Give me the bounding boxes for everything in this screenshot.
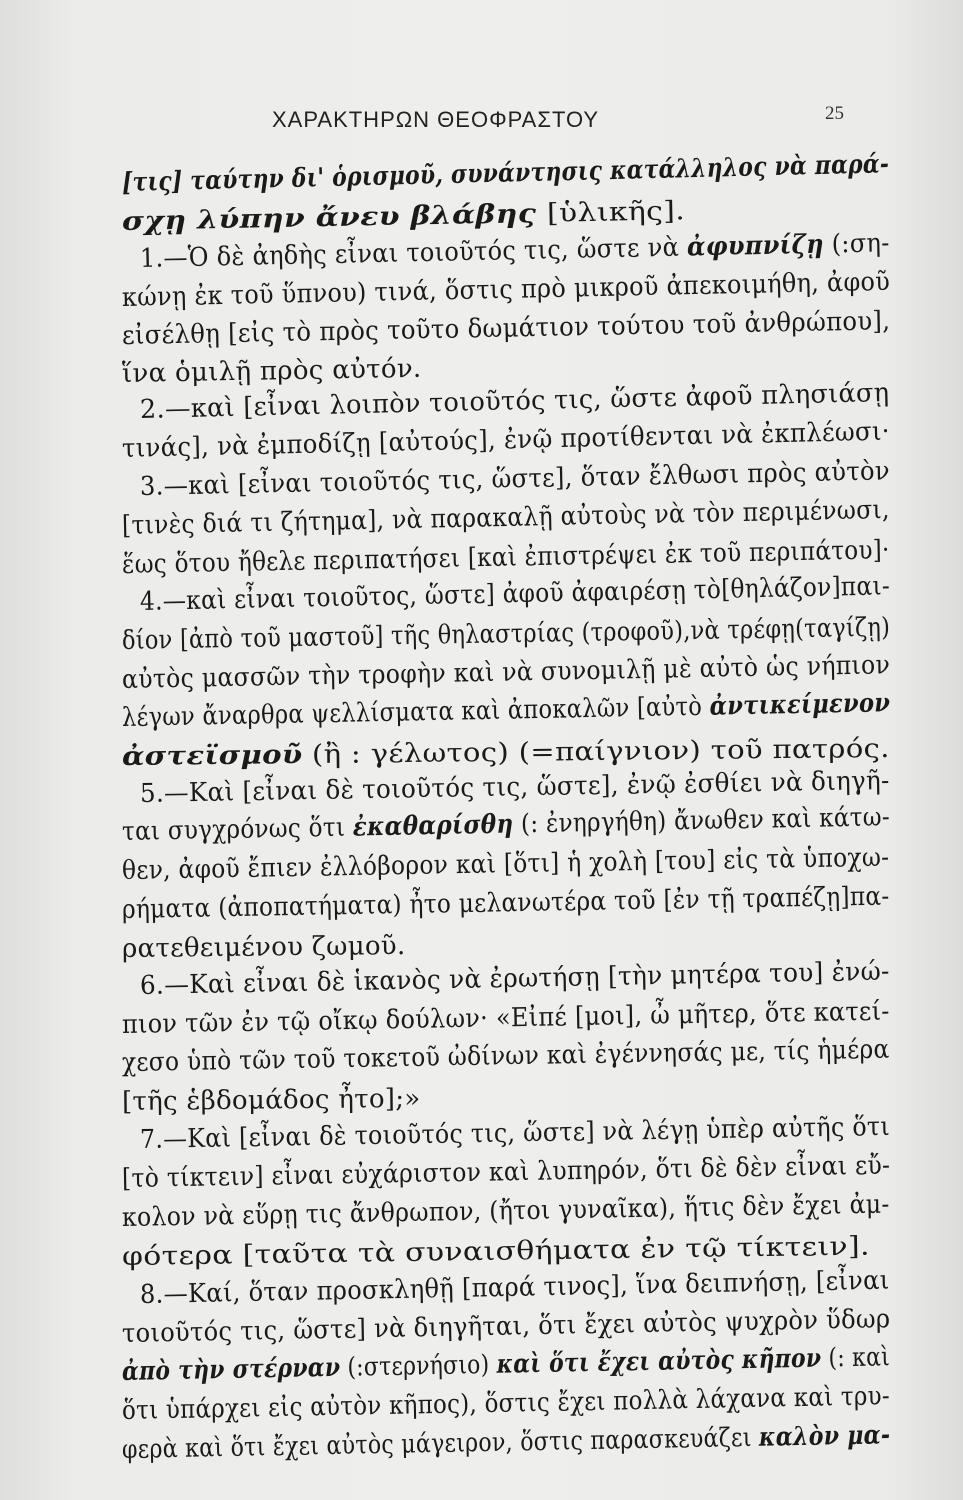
text-line: 3.—καὶ [εἶναι τοιοῦτός τις, ὥστε], ὅταν ἔλθωσι πρὸς αὐτὸν: [139, 456, 891, 502]
text-line: δίον [ἀπὸ τοῦ μαστοῦ] τῆς θηλαστρίας (τροφοῦ),νὰ τρέφῃ(ταγίζῃ): [121, 612, 891, 656]
text-line: θεν, ἀφοῦ ἔπιεν ἐλλόβορον καὶ [ὅτι] ἡ χολὴ [του] εἰς τὰ ὑποχω-: [121, 842, 890, 886]
text-line: τοιοῦτός τις, ὥστε] νὰ διηγῆται, ὅτι ἔχει αὐτὸς ψυχρὸν ὕδωρ: [121, 1304, 891, 1349]
text-line: αὐτὸς μασσῶν τὴν τροφὴν καὶ νὰ συνομιλῇ μὲ αὐτὸ ὡς νήπιον: [121, 650, 891, 695]
text-line: 5.—Καὶ [εἶναι δὲ τοιοῦτός τις, ὥστε], ἐνῷ ἐσθίει νὰ διηγῆ-: [139, 765, 890, 809]
text-line: φερὰ καὶ ὅτι ἔχει αὐτὸς μάγειρον, ὅστις παρασκευάζει καλὸν μα-: [121, 1420, 891, 1465]
text-line: φότερα [ταῦτα τὰ συναισθήματα ἐν τῷ τίκτειν].: [121, 1231, 871, 1272]
text-line: ται συγχρόνως ὅτι ἐκαθαρίσθη (: ἐνηργήθη) ἄνωθεν καὶ κάτω-: [121, 802, 891, 847]
running-title: ΧΑΡΑΚΤΗΡΩΝ ΘΕΟΦΡΑΣΤΟΥ: [272, 107, 600, 132]
text-line: ρήματα (ἀποπατήματα) ἦτο μελανωτέρα τοῦ [ἐν τῇ τραπέζῃ]πα-: [121, 881, 890, 925]
text-line: ἀπὸ τὴν στέρναν (:στερνήσιο) καὶ ὅτι ἔχει αὐτὸς κῆπον (: καὶ: [121, 1342, 891, 1387]
text-line: ἵνα ὁμιλῇ πρὸς αὐτόν.: [121, 353, 422, 389]
text-line: ἀστεϊσμοῦ (ἢ : γέλωτος) (=παίγνιον) τοῦ πατρός.: [121, 733, 890, 772]
text-line: κολον νὰ εὕρῃ τις ἄνθρωπον, (ἤτοι γυναῖκα), ἥτις δὲν ἔχει ἀμ-: [121, 1189, 890, 1233]
page-number: 25: [825, 103, 844, 124]
text-line: 2.—καὶ [εἶναι λοιπὸν τοιοῦτός τις, ὥστε ἀφοῦ πλησιάσῃ: [139, 377, 890, 425]
text-line: πιον τῶν ἐν τῷ οἴκῳ δούλων· «Εἰπέ [μοι], ὦ μῆτερ, ὅτε κατεί-: [121, 996, 890, 1040]
text-line: 6.—Καὶ εἶναι δὲ ἱκανὸς νὰ ἐρωτήσῃ [τὴν μητέρα του] ἐνώ-: [139, 956, 890, 1001]
text-line: ρατεθειμένου ζωμοῦ.: [121, 931, 406, 964]
text-line: σχῃ λύπην ἄνευ βλάβης [ὑλικῆς].: [121, 196, 686, 237]
text-line: [τινὲς διά τι ζήτημα], νὰ παρακαλῇ αὐτοὺς νὰ τὸν περιμένωσι,: [121, 494, 890, 541]
text-line: τινάς], νὰ ἐμποδίζῃ [αὐτούς], ἐνῷ προτίθενται νὰ ἐκπλέωσι·: [121, 416, 891, 464]
text-line: χεσο ὑπὸ τῶν τοῦ τοκετοῦ ὠδίνων καὶ ἐγέννησάς με, τίς ἡμέρα: [121, 1034, 890, 1078]
text-line: κώνῃ ἐκ τοῦ ὕπνου) τινά, ὅστις πρὸ μικροῦ ἀπεκοιμήθη, ἀφοῦ: [121, 266, 891, 313]
text-line: [τὸ τίκτειν] εἶναι εὐχάριστον καὶ λυπηρόν, ὅτι δὲ δὲν εἶναι εὔ-: [121, 1150, 891, 1194]
text-line: 8.—Καί, ὅταν προσκληθῇ [παρά τινος], ἵνα δειπνήσῃ, [εἶναι: [139, 1265, 890, 1310]
text-line: 7.—Καὶ [εἶναι δὲ τοιοῦτός τις, ὥστε] νὰ λέγῃ ὑπὲρ αὐτῆς ὅτι: [139, 1111, 891, 1155]
text-line: 4.—καὶ εἶναι τοιοῦτος, ὥστε] ἀφοῦ ἀφαιρέσῃ τὸ[θηλάζον]παι-: [139, 571, 891, 617]
text-line: λέγων ἄναρθρα ψελλίσματα καὶ ἀποκαλῶν [αὐτὸ ἀντικείμενον: [121, 688, 891, 733]
text-line: [τῆς ἑβδομάδος ἦτο];»: [121, 1083, 421, 1117]
text-line: 1.—Ὁ δὲ ἀηδὴς εἶναι τοιοῦτός τις, ὥστε νὰ ἀφυπνίζῃ (:ση-: [139, 228, 890, 274]
text-line: ὅτι ὑπάρχει εἰς αὐτὸν κῆπος), ὅστις ἔχει πολλὰ λάχανα καὶ τρυ-: [121, 1381, 891, 1426]
text-line: [τις] ταύτην δι' ὁρισμοῦ, συνάντησις κατάλληλος νὰ παρά-: [121, 149, 890, 198]
text-line: εἰσέλθῃ [εἰς τὸ πρὸς τοῦτο δωμάτιον τούτου τοῦ ἀνθρώπου],: [121, 306, 891, 351]
text-line: ἕως ὅτου ἤθελε περιπατήσει [καὶ ἐπιστρέψει ἐκ τοῦ περιπάτου]·: [121, 535, 890, 580]
